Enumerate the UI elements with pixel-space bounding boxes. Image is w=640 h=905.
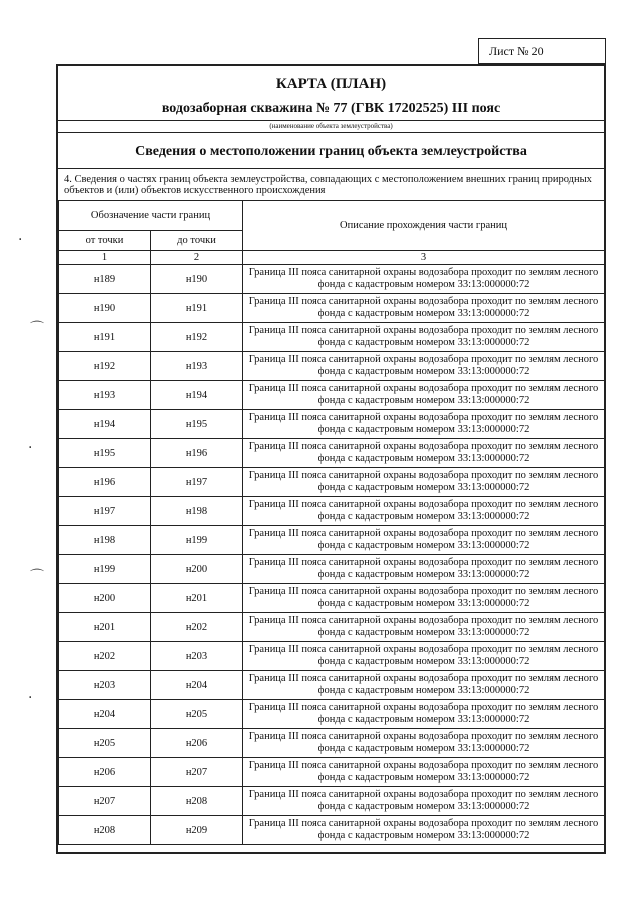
boundary-description: Граница III пояса санитарной охраны водозабора проходит по землям лесного фонда с кадастровым номером 33:13:000000:72 <box>243 584 605 613</box>
point-from: н208 <box>59 816 151 845</box>
sheet-number-box <box>478 38 606 64</box>
section-title: Сведения о местоположении границ объекта землеустройства <box>135 144 527 159</box>
point-to: н191 <box>151 294 243 323</box>
point-from: н200 <box>59 584 151 613</box>
document-frame <box>56 64 606 854</box>
point-to: н204 <box>151 671 243 700</box>
scan-mark: · <box>28 440 33 456</box>
point-from: н192 <box>59 352 151 381</box>
table-row <box>59 642 605 671</box>
table-row <box>59 439 605 468</box>
point-to: н209 <box>151 816 243 845</box>
point-to: н208 <box>151 787 243 816</box>
point-to: н193 <box>151 352 243 381</box>
boundary-description: Граница III пояса санитарной охраны водозабора проходит по землям лесного фонда с кадастровым номером 33:13:000000:72 <box>243 294 605 323</box>
point-to: н194 <box>151 381 243 410</box>
column-number: 1 <box>59 251 151 265</box>
boundary-description: Граница III пояса санитарной охраны водозабора проходит по землям лесного фонда с кадастровым номером 33:13:000000:72 <box>243 816 605 845</box>
header-description: Описание прохождения части границ <box>243 201 605 251</box>
table-row <box>59 294 605 323</box>
point-to: н205 <box>151 700 243 729</box>
boundary-description: Граница III пояса санитарной охраны водозабора проходит по землям лесного фонда с кадастровым номером 33:13:000000:72 <box>243 352 605 381</box>
point-from: н204 <box>59 700 151 729</box>
object-caption: (наименование объекта землеустройства) <box>269 122 393 130</box>
boundary-description: Граница III пояса санитарной охраны водозабора проходит по землям лесного фонда с кадастровым номером 33:13:000000:72 <box>243 323 605 352</box>
sheet-number: Лист № 20 <box>489 44 544 58</box>
column-number: 2 <box>151 251 243 265</box>
boundary-description: Граница III пояса санитарной охраны водозабора проходит по землям лесного фонда с кадастровым номером 33:13:000000:72 <box>243 468 605 497</box>
point-from: н190 <box>59 294 151 323</box>
table-row <box>59 555 605 584</box>
boundary-description: Граница III пояса санитарной охраны водозабора проходит по землям лесного фонда с кадастровым номером 33:13:000000:72 <box>243 758 605 787</box>
table-row <box>59 787 605 816</box>
point-to: н199 <box>151 526 243 555</box>
scan-mark: · <box>28 690 33 706</box>
boundary-description: Граница III пояса санитарной охраны водозабора проходит по землям лесного фонда с кадастровым номером 33:13:000000:72 <box>243 729 605 758</box>
table-row <box>59 497 605 526</box>
boundary-description: Граница III пояса санитарной охраны водозабора проходит по землям лесного фонда с кадастровым номером 33:13:000000:72 <box>243 381 605 410</box>
boundary-description: Граница III пояса санитарной охраны водозабора проходит по землям лесного фонда с кадастровым номером 33:13:000000:72 <box>243 439 605 468</box>
point-from: н197 <box>59 497 151 526</box>
punch-hole-mark: ⌒ <box>30 321 44 337</box>
point-from: н205 <box>59 729 151 758</box>
divider <box>58 132 604 133</box>
boundary-description: Граница III пояса санитарной охраны водозабора проходит по землям лесного фонда с кадастровым номером 33:13:000000:72 <box>243 700 605 729</box>
point-from: н201 <box>59 613 151 642</box>
divider <box>58 120 604 121</box>
point-to: н192 <box>151 323 243 352</box>
point-to: н200 <box>151 555 243 584</box>
table-row <box>59 352 605 381</box>
scan-mark: · <box>18 232 23 248</box>
boundary-description: Граница III пояса санитарной охраны водозабора проходит по землям лесного фонда с кадастровым номером 33:13:000000:72 <box>243 642 605 671</box>
point-to: н196 <box>151 439 243 468</box>
boundary-description: Граница III пояса санитарной охраны водозабора проходит по землям лесного фонда с кадастровым номером 33:13:000000:72 <box>243 410 605 439</box>
point-to: н197 <box>151 468 243 497</box>
point-from: н193 <box>59 381 151 410</box>
point-from: н198 <box>59 526 151 555</box>
boundary-description: Граница III пояса санитарной охраны водозабора проходит по землям лесного фонда с кадастровым номером 33:13:000000:72 <box>243 671 605 700</box>
point-from: н202 <box>59 642 151 671</box>
table-row <box>59 526 605 555</box>
table-row <box>59 410 605 439</box>
point-from: н199 <box>59 555 151 584</box>
doc-title: КАРТА (ПЛАН) <box>275 76 387 92</box>
table-row <box>59 816 605 845</box>
point-to: н202 <box>151 613 243 642</box>
point-from: н191 <box>59 323 151 352</box>
header-to-point: до точки <box>151 231 243 251</box>
divider <box>58 168 604 169</box>
boundary-description: Граница III пояса санитарной охраны водозабора проходит по землям лесного фонда с кадастровым номером 33:13:000000:72 <box>243 526 605 555</box>
table-row <box>59 729 605 758</box>
section-note: 4. Сведения о частях границ объекта землеустройства, совпадающих с местоположением внешних границ природных объектов и (или) объектов искусственного происхождения <box>64 174 592 196</box>
table-row <box>59 700 605 729</box>
point-to: н198 <box>151 497 243 526</box>
table-row <box>59 758 605 787</box>
point-to: н190 <box>151 265 243 294</box>
boundary-description: Граница III пояса санитарной охраны водозабора проходит по землям лесного фонда с кадастровым номером 33:13:000000:72 <box>243 787 605 816</box>
point-to: н195 <box>151 410 243 439</box>
doc-subtitle: водозаборная скважина № 77 (ГВК 17202525) III пояс <box>161 101 501 116</box>
table-row <box>59 613 605 642</box>
table-row <box>59 323 605 352</box>
point-from: н196 <box>59 468 151 497</box>
table-row <box>59 265 605 294</box>
point-from: н207 <box>59 787 151 816</box>
punch-hole-mark: ⌒ <box>30 569 44 585</box>
point-from: н203 <box>59 671 151 700</box>
table-row <box>59 584 605 613</box>
point-from: н195 <box>59 439 151 468</box>
point-to: н206 <box>151 729 243 758</box>
point-to: н201 <box>151 584 243 613</box>
table-row <box>59 468 605 497</box>
table-row <box>59 671 605 700</box>
boundary-description: Граница III пояса санитарной охраны водозабора проходит по землям лесного фонда с кадастровым номером 33:13:000000:72 <box>243 555 605 584</box>
boundary-description: Граница III пояса санитарной охраны водозабора проходит по землям лесного фонда с кадастровым номером 33:13:000000:72 <box>243 497 605 526</box>
point-to: н203 <box>151 642 243 671</box>
point-from: н189 <box>59 265 151 294</box>
header-from-point: от точки <box>59 231 151 251</box>
header-group: Обозначение части границ <box>59 201 243 231</box>
column-number: 3 <box>243 251 605 265</box>
boundary-description: Граница III пояса санитарной охраны водозабора проходит по землям лесного фонда с кадастровым номером 33:13:000000:72 <box>243 613 605 642</box>
boundary-description: Граница III пояса санитарной охраны водозабора проходит по землям лесного фонда с кадастровым номером 33:13:000000:72 <box>243 265 605 294</box>
table-row <box>59 381 605 410</box>
point-from: н206 <box>59 758 151 787</box>
point-from: н194 <box>59 410 151 439</box>
point-to: н207 <box>151 758 243 787</box>
boundary-table <box>58 200 605 845</box>
